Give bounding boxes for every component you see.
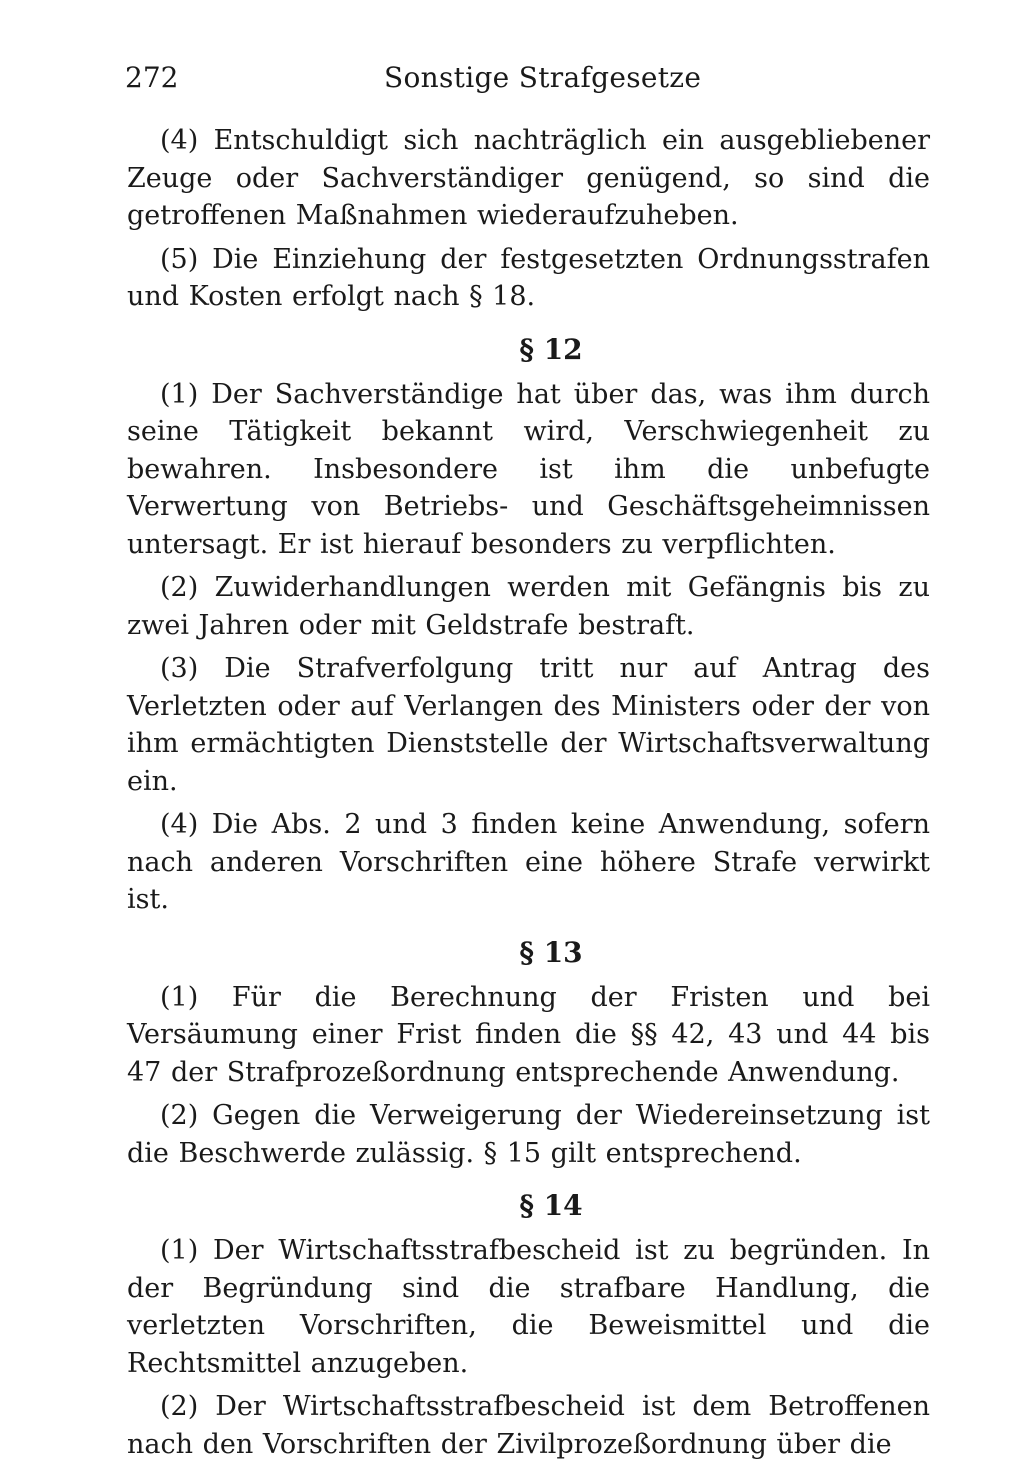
section-14-paragraph-1: (1) Der Wirtschaftsstrafbescheid ist zu begründen. In der Begründung sind die strafbare Handlung, die verletzten Vorschriften, die Beweismittel und die Rechtsmittel anzugeben. — [127, 1235, 930, 1379]
section-14-paragraph-2: (2) Der Wirtschaftsstrafbescheid ist dem Betroffenen nach den Vorschriften der Zivilprozeßordnung über die — [127, 1391, 930, 1460]
section-heading-12: § 12 — [519, 332, 583, 366]
page-header — [125, 58, 935, 102]
section-12-paragraph-4: (4) Die Abs. 2 und 3 finden keine Anwendung, sofern nach anderen Vorschriften eine höhere Strafe verwirkt ist. — [127, 809, 930, 915]
section-heading-14: § 14 — [519, 1189, 583, 1222]
page-body — [127, 122, 930, 1469]
paragraph-5-continued-section: (5) Die Einziehung der festgesetzten Ordnungsstrafen und Kosten erfolgt nach § 18. — [127, 243, 930, 312]
section-heading-13: § 13 — [519, 935, 583, 969]
section-12-paragraph-2: (2) Zuwiderhandlungen werden mit Gefängnis bis zu zwei Jahren oder mit Geldstrafe bestraft. — [127, 572, 930, 641]
page-number: 272 — [125, 61, 179, 94]
section-12-paragraph-3: (3) Die Strafverfolgung tritt nur auf Antrag des Verletzten oder auf Verlangen des Ministers oder der von ihm ermächtigten Dienststelle der Wirtschaftsverwaltung ein. — [127, 653, 930, 797]
paragraph-4-continued-section: (4) Entschuldigt sich nachträglich ein ausgebliebener Zeuge oder Sachverständiger genügend, so sind die getroffenen Maßnahmen wiederaufzuheben. — [127, 125, 930, 231]
section-13-paragraph-2: (2) Gegen die Verweigerung der Wiedereinsetzung ist die Beschwerde zulässig. § 15 gilt entsprechend. — [127, 1100, 930, 1169]
running-title: Sonstige Strafgesetze — [384, 61, 702, 94]
section-12-paragraph-1: (1) Der Sachverständige hat über das, was ihm durch seine Tätigkeit bekannt wird, Verschwiegenheit zu bewahren. Insbesondere ist ihm die unbefugte Verwertung von Betriebs- und Geschäftsgeheimnissen untersagt. Er ist hierauf besonders zu verpflichten. — [127, 378, 930, 560]
section-13-paragraph-1: (1) Für die Berechnung der Fristen und bei Versäumung einer Frist finden die §§ 42, 43 und 44 bis 47 der Strafprozeßordnung entsprechende Anwendung. — [127, 981, 930, 1088]
